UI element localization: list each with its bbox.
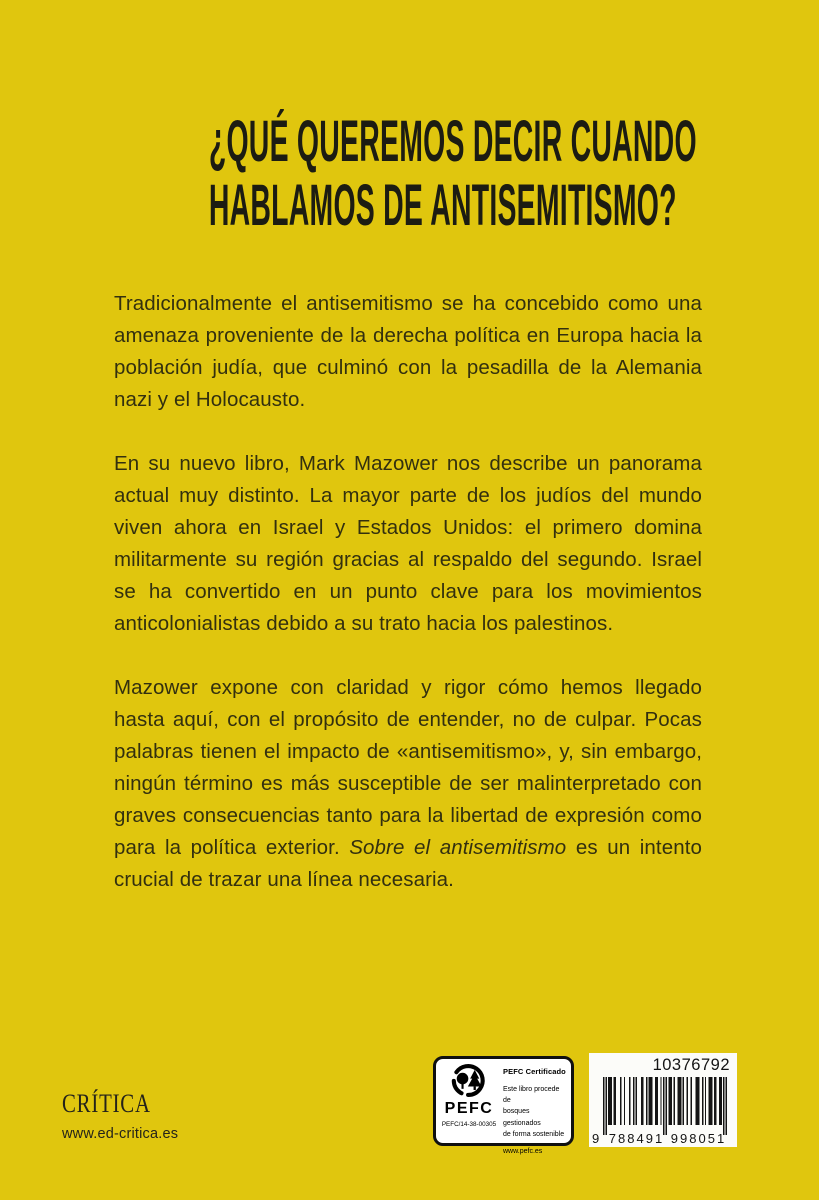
blurb-paragraph-3-tail: es un intento crucial de trazar una línea necesaria. — [114, 836, 703, 891]
blurb-paragraph-3-lead: Mazower expone con claridad y rigor cómo hemos llegado hasta aquí, con el propósito de entender, no de culpar. Pocas palabras tienen el impacto de «antisemitismo», y, sin embargo, ningún término es más susceptible de ser malinterpretado con graves consecuencias tanto para la libertad de expresión como para la política exterior. — [114, 676, 702, 859]
publisher-block — [62, 1090, 178, 1142]
blurb-paragraph-2: En su nuevo libro, Mark Mazower nos describe un panorama actual muy distinto. La mayor parte de los judíos del mundo viven ahora en Israel y Estados Unidos: el primero domina militarmente su región gracias al respaldo del segundo. Israel se ha convertido en un punto clave para los movimientos anticolonialistas debido a su trato hacia los palestinos. — [114, 452, 702, 635]
pefc-description-line: Este libro procede de — [503, 1086, 560, 1105]
barcode-digit-group-1: 788491 — [608, 1131, 665, 1146]
pefc-website: www.pefc.es — [503, 1147, 543, 1155]
book-title-italic: Sobre el antisemitismo — [349, 836, 567, 859]
barcode-label — [589, 1053, 737, 1147]
barcode-top-number: 10376792 — [652, 1056, 730, 1074]
pefc-wordmark: PEFC — [444, 1100, 494, 1117]
blurb-paragraph-1: Tradicionalmente el antisemitismo se ha concebido como una amenaza proveniente de la derecha política en Europa hacia la población judía, que culminó con la pesadilla de la Alemania nazi y el Holocausto. — [114, 292, 702, 411]
title-line-2: HABLAMOS DE ANTISEMITISMO? — [208, 173, 677, 238]
publisher-logo: CRÍTICA — [62, 1089, 151, 1118]
pefc-cert-number: PEFC/14-38-00305 — [441, 1121, 497, 1128]
barcode-digits — [589, 1131, 737, 1146]
pefc-description-line: bosques gestionados — [503, 1108, 541, 1127]
pefc-trees-icon — [446, 1063, 492, 1101]
pefc-heading: PEFC Certificado — [503, 1067, 566, 1076]
pefc-description-line: de forma sostenible — [503, 1130, 565, 1138]
title-line-1: ¿QUÉ QUEREMOS DECIR CUANDO — [208, 109, 697, 174]
pefc-certification-box — [433, 1056, 574, 1155]
ean13-barcode — [603, 1077, 727, 1135]
publisher-website: www.ed-critica.es — [62, 1125, 179, 1142]
barcode-digit-group-2: 998051 — [670, 1131, 727, 1146]
barcode-digit-first: 9 — [592, 1131, 600, 1146]
pefc-description — [503, 1084, 568, 1140]
back-cover-blurb — [114, 288, 702, 928]
pefc-logo-column — [436, 1059, 502, 1143]
pefc-text-column — [502, 1059, 571, 1155]
blurb-paragraph-3 — [114, 672, 702, 896]
cover-title — [208, 109, 697, 238]
